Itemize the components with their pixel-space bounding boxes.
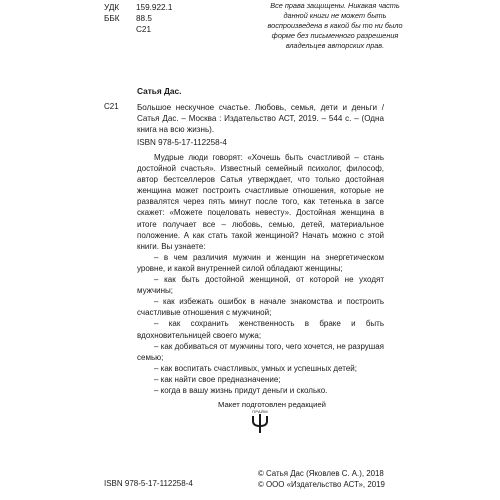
classification-key [104,24,136,35]
bbk-row [104,13,172,24]
annotation-item: – как избежать ошибок в начале знакомства и построить счастливые отношения с мужчиной; [137,297,384,318]
classification-key: УДК [104,3,120,12]
annotation-item: – как быть достойной женщиной, от которой не уходят мужчины; [137,275,384,296]
udk-row [104,2,172,13]
annotation-intro: Мудрые люди говорят: «Хочешь быть счастливой – стань достойной счастья». Известный семейный психолог, философ, автор бестселлеров Сатья утверждает, что только достойная женщина может построить счастливые отношения, которые не развалятся через пять минут после того, как тетенька в загсе скажет: «Можете поцеловать невесту». Достойная женщина в итоге получает все – любовь, семью, детей, материальное положение. А как стать такой женщиной? Начать можно с этой книги. Вы узнаете: [137,153,384,251]
copyright-block [258,468,385,490]
rights-notice: Все права защищены. Никакая часть данной книги не может быть воспроизведена в какой бы то ни было форме без письменного разрешения владельцев авторских прав. [267,1,403,51]
copyright-line: © ООО «Издательство АСТ», 2019 [258,480,385,489]
annotation-item: – как воспитать счастливых, умных и успешных детей; [154,363,357,373]
publisher-logo [250,409,270,439]
classification-block [104,2,172,35]
classification-value: 88.5 [136,14,152,23]
author-heading: Сатья Дас. [137,86,182,96]
author-code: С21 [104,102,119,111]
isbn-top: ISBN 978-5-17-112258-4 [137,138,227,147]
publisher-logo-word: ПРАЙМ [252,409,268,414]
annotation-item: – как сохранить женственность в браке и быть вдохновительницей своего мужа; [137,319,384,340]
editor-note: Макет подготовлен редакцией [218,400,326,409]
copyright-line: © Сатья Дас (Яковлев С. А.), 2018 [258,469,384,478]
classification-value: С21 [136,25,152,34]
psi-icon [250,414,270,434]
classification-key: ББК [104,14,120,23]
classification-value: 159.922.1 [136,3,173,12]
bibliographic-citation: Большое нескучное счастье. Любовь, семья, дети и деньги / Сатья Дас. – Москва : Издательство АСТ, 2019. – 544 с. – (Одна книга на всю жизнь). [137,103,384,135]
author-mark-row [104,24,172,35]
isbn-bottom: ISBN 978-5-17-112258-4 [104,479,193,488]
annotation-item: – как добиваться от мужчины того, чего хочется, не разрушая семью; [137,341,384,362]
annotation [137,152,384,396]
annotation-item: – в чем различия мужчин и женщин на энергетическом уровне, и какой внутренней силой обладают женщины; [137,252,384,273]
annotation-item: – когда в вашу жизнь придут деньги и сколько. [154,385,328,395]
annotation-item: – как найти свое предназначение; [154,374,281,384]
